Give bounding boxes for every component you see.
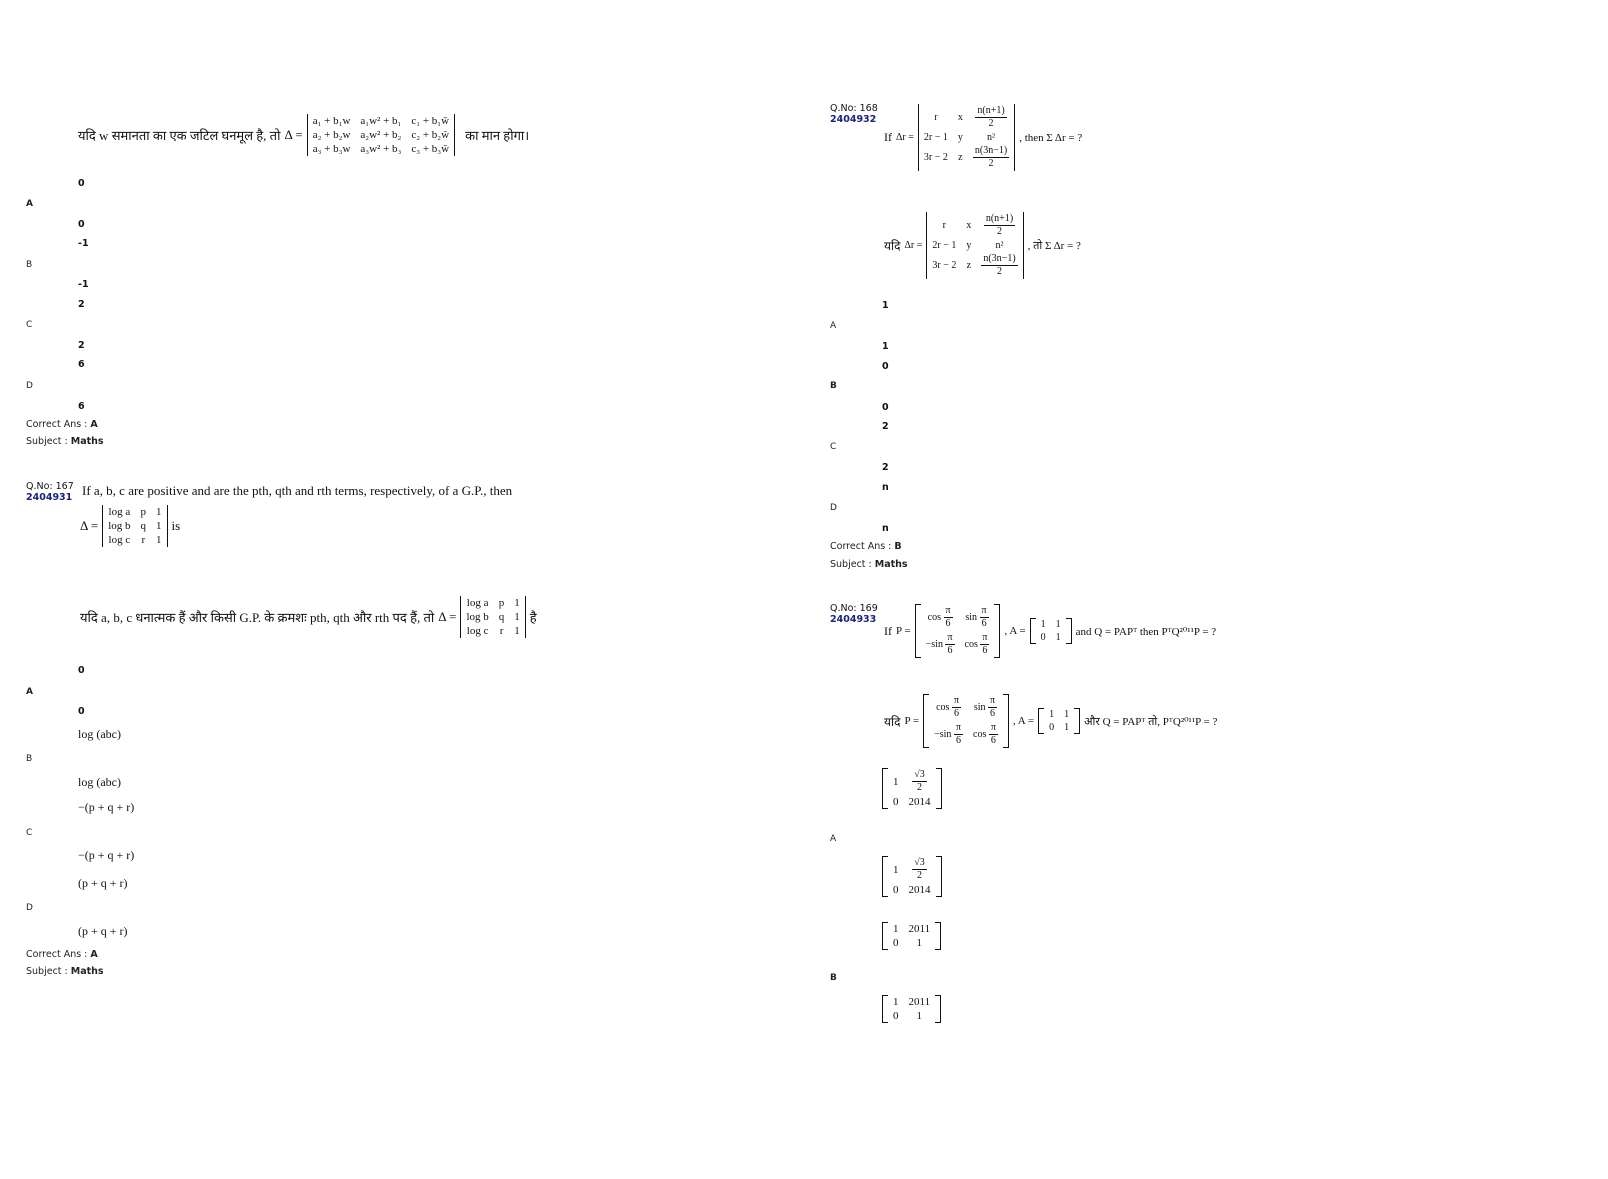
q167-matrix-hindi xyxy=(460,596,525,638)
neg-sin: −sin xyxy=(934,728,952,740)
q167-subject xyxy=(26,966,104,977)
cell: 2014 xyxy=(908,796,931,808)
q166-option-c-before: 2 xyxy=(78,299,85,310)
q166-option-a-after: 0 xyxy=(78,219,85,230)
cell xyxy=(929,694,968,721)
q167-english-text: If a, b, c are positive and are the pth, qth and rth terms, respectively, of a G.P., then xyxy=(82,483,513,498)
cell: 0 xyxy=(893,937,899,949)
q167-option-c-after: −(p + q + r) xyxy=(78,848,135,862)
denominator: 2 xyxy=(917,870,922,881)
q169-option-a-before xyxy=(882,768,942,809)
pi: π xyxy=(953,695,960,706)
cell: 1 xyxy=(893,996,899,1008)
fraction xyxy=(912,769,927,794)
q168-option-d-before: n xyxy=(882,482,889,493)
cell: a₂ + b₂w xyxy=(312,129,351,141)
pi: π xyxy=(955,722,961,733)
denominator: 2 xyxy=(917,782,922,793)
q168-option-c-letter: C xyxy=(830,442,837,452)
cell: 1 xyxy=(1064,722,1070,733)
q169-if: If xyxy=(884,623,892,638)
six: 6 xyxy=(945,618,951,629)
q167-option-d-before: (p + q + r) xyxy=(78,876,128,890)
numerator: n(n+1) xyxy=(985,213,1014,224)
cell: p xyxy=(140,506,147,518)
cell: y xyxy=(957,132,963,143)
q167-option-a-after: 0 xyxy=(78,706,85,717)
option-matrix xyxy=(882,995,941,1023)
q167-is: is xyxy=(171,518,181,533)
q169-p-matrix xyxy=(915,604,1001,658)
fraction xyxy=(981,253,1017,278)
subject-value: Maths xyxy=(874,559,908,570)
cell: 2011 xyxy=(908,923,931,935)
q169-question-hindi xyxy=(884,694,1217,748)
cell: log a xyxy=(466,597,489,609)
q167-option-b-after: log (abc) xyxy=(78,775,121,789)
cos: cos xyxy=(927,611,941,623)
q169-hindi-a-eq: , A = xyxy=(1012,715,1035,727)
cell: 2r − 1 xyxy=(923,132,948,143)
q167-hindi-prefix: यदि a, b, c धनात्मक हैं और किसी G.P. के क्रमशः pth, qth और rth पद हैं, तो xyxy=(80,610,435,625)
cell: z xyxy=(958,152,963,163)
correct-label: Correct Ans : xyxy=(830,541,892,552)
q166-option-b-before: -1 xyxy=(78,238,89,249)
cell xyxy=(921,631,960,658)
cell: 1 xyxy=(1040,619,1046,630)
q169-option-b-letter: B xyxy=(830,973,837,983)
q168-then: , then Σ Δr = ? xyxy=(1019,131,1083,144)
cell: 1 xyxy=(156,520,162,532)
q168-if: If xyxy=(884,130,892,144)
pi: π xyxy=(947,632,953,643)
q168-question-hindi xyxy=(884,212,1081,279)
cell: q xyxy=(140,520,147,532)
fraction xyxy=(952,695,961,720)
q168-question-en xyxy=(884,104,1082,171)
cell xyxy=(968,721,1003,748)
q166-option-a-letter: A xyxy=(26,199,33,209)
fraction xyxy=(980,632,989,657)
option-matrix xyxy=(882,856,942,897)
cell: 1 xyxy=(893,775,899,788)
q168-option-d-letter: D xyxy=(830,503,837,513)
cell: 1 xyxy=(1064,709,1070,720)
q166-option-d-after: 6 xyxy=(78,401,85,412)
q169-a-matrix-hindi xyxy=(1038,708,1080,734)
cell: r xyxy=(141,534,146,546)
fraction xyxy=(980,605,989,630)
cell: log a xyxy=(108,506,131,518)
q167-option-c-letter: C xyxy=(26,828,33,838)
six: 6 xyxy=(990,735,996,746)
six: 6 xyxy=(947,645,953,656)
cell: 2r − 1 xyxy=(932,240,957,251)
q169-id: 2404933 xyxy=(830,614,877,625)
q166-option-b-after: -1 xyxy=(78,279,89,290)
q168-hindi-delta: Δr = xyxy=(904,240,923,251)
cell xyxy=(968,144,1015,171)
numerator: √3 xyxy=(914,857,925,868)
cell: x xyxy=(966,220,972,231)
q167-option-b-letter: B xyxy=(26,754,33,764)
q167-hindi-delta: Δ = xyxy=(438,609,457,624)
cell: 0 xyxy=(893,884,899,896)
cell: a₁ + b₁w xyxy=(312,115,351,127)
subject-value: Maths xyxy=(70,966,104,977)
cell: log b xyxy=(466,611,489,623)
cell: r xyxy=(942,220,947,231)
fraction xyxy=(973,145,1009,170)
numerator: n(3n−1) xyxy=(983,253,1016,264)
q168-number: Q.No: 168 xyxy=(830,103,878,114)
cell: x xyxy=(957,112,963,123)
fraction xyxy=(988,695,997,720)
correct-label: Correct Ans : xyxy=(26,419,88,430)
fraction xyxy=(984,213,1015,238)
q169-a-matrix xyxy=(1030,618,1072,644)
cell: 1 xyxy=(1055,619,1061,630)
cell xyxy=(921,604,960,631)
q168-option-d-after: n xyxy=(882,523,889,534)
cell xyxy=(968,694,1003,721)
cell: 1 xyxy=(514,611,520,623)
subject-label: Subject : xyxy=(26,966,68,977)
q167-matrix xyxy=(102,505,167,547)
fraction xyxy=(912,857,927,882)
cell: 3r − 2 xyxy=(932,260,957,271)
q166-correct-answer xyxy=(26,419,98,430)
cell: 3r − 2 xyxy=(923,152,948,163)
cell: r xyxy=(934,112,938,123)
q167-hindi-line xyxy=(80,596,537,638)
q169-hindi-and-q: और Q = PAPᵀ तो, PᵀQ²⁰¹¹P = ? xyxy=(1084,715,1218,728)
q169-a-eq: , A = xyxy=(1004,625,1026,637)
pi: π xyxy=(982,632,988,643)
q169-option-a-letter: A xyxy=(830,834,837,844)
q167-delta-eq: Δ = xyxy=(80,518,99,533)
q167-option-d-letter: D xyxy=(26,903,33,913)
q168-option-b-letter: B xyxy=(830,381,837,391)
sin: sin xyxy=(965,611,978,623)
q167-id: 2404931 xyxy=(26,492,73,503)
q166-option-d-before: 6 xyxy=(78,359,85,370)
q168-option-c-before: 2 xyxy=(882,421,889,432)
cell: 1 xyxy=(156,506,162,518)
fraction xyxy=(954,722,963,747)
cell: p xyxy=(498,597,505,609)
subject-label: Subject : xyxy=(26,436,68,447)
correct-label: Correct Ans : xyxy=(26,949,88,960)
q169-number: Q.No: 169 xyxy=(830,603,878,614)
cell: c₃ + b₃w̄ xyxy=(411,143,450,155)
q167-option-c-before: −(p + q + r) xyxy=(78,800,135,814)
cell: 2011 xyxy=(908,996,931,1008)
q166-hindi-suffix: का मान होगा। xyxy=(465,128,530,143)
option-matrix xyxy=(882,922,941,950)
cell: n² xyxy=(995,240,1004,251)
q167-option-d-after: (p + q + r) xyxy=(78,924,128,938)
q166-delta-eq: Δ = xyxy=(284,127,303,142)
cell xyxy=(904,856,936,883)
cell: 1 xyxy=(514,625,520,637)
pi: π xyxy=(990,722,996,733)
q166-determinant xyxy=(307,114,455,156)
denominator: 2 xyxy=(997,226,1002,237)
q168-hindi-then: , तो Σ Δr = ? xyxy=(1027,240,1081,252)
fraction xyxy=(989,722,998,747)
q166-question-hindi xyxy=(78,104,529,166)
q166-option-a-before: 0 xyxy=(78,178,85,189)
six: 6 xyxy=(990,708,996,719)
q167-number: Q.No: 167 xyxy=(26,481,74,492)
cell: 1 xyxy=(156,534,162,546)
q169-and-q: and Q = PAPᵀ then PᵀQ²⁰¹¹P = ? xyxy=(1075,625,1217,638)
cell: y xyxy=(966,240,972,251)
six: 6 xyxy=(981,618,987,629)
correct-value: A xyxy=(90,949,98,960)
q166-option-c-letter: C xyxy=(26,320,33,330)
cell: c₁ + b₁w̄ xyxy=(411,115,450,127)
q169-header xyxy=(830,603,878,625)
cell xyxy=(960,631,995,658)
q169-question-en xyxy=(884,604,1216,658)
cos: cos xyxy=(973,728,987,740)
denominator: 2 xyxy=(997,266,1002,277)
cell xyxy=(929,721,968,748)
cell: z xyxy=(966,260,972,271)
cell: 0 xyxy=(893,796,899,808)
option-matrix xyxy=(882,768,942,809)
cell: 0 xyxy=(893,1010,899,1022)
correct-value: B xyxy=(894,541,902,552)
q168-option-a-after: 1 xyxy=(882,341,889,352)
numerator: n(n+1) xyxy=(977,105,1005,116)
cell xyxy=(960,604,995,631)
fraction xyxy=(975,105,1006,130)
q168-correct-answer xyxy=(830,541,902,552)
numerator: n(3n−1) xyxy=(974,145,1008,156)
fraction xyxy=(945,632,954,657)
q169-hindi-if: यदि xyxy=(884,714,901,729)
cell: r xyxy=(499,625,504,637)
q168-option-b-after: 0 xyxy=(882,402,889,413)
cell: 1 xyxy=(916,1010,923,1022)
cell: 1 xyxy=(1049,709,1055,720)
q168-option-b-before: 0 xyxy=(882,361,889,372)
cell: 2014 xyxy=(908,884,931,896)
q168-header xyxy=(830,103,878,125)
cell: 0 xyxy=(1049,722,1055,733)
cell: log b xyxy=(108,520,131,532)
cell: a₃ + b₃w xyxy=(312,143,351,155)
q166-option-c-after: 2 xyxy=(78,340,85,351)
q168-matrix-hindi xyxy=(926,212,1023,279)
q167-option-a-letter: A xyxy=(26,687,33,697)
q169-hindi-p-eq: P = xyxy=(904,715,920,727)
q169-p-matrix-hindi xyxy=(923,694,1009,748)
cell: q xyxy=(498,611,505,623)
cell xyxy=(904,768,936,795)
q167-correct-answer xyxy=(26,949,98,960)
q166-hindi-prefix: यदि w समानता का एक जटिल घनमूल है, तो xyxy=(78,128,281,143)
cell: 0 xyxy=(1040,632,1046,643)
cell: 1 xyxy=(514,597,520,609)
cell: 1 xyxy=(893,923,899,935)
denominator: 2 xyxy=(988,158,994,169)
neg-sin: −sin xyxy=(925,638,943,650)
pi: π xyxy=(945,605,951,616)
cell xyxy=(976,212,1023,239)
q168-hindi-if: यदि xyxy=(884,239,901,253)
cell xyxy=(968,104,1015,131)
q167-header xyxy=(26,481,74,503)
cell: 1 xyxy=(916,937,923,949)
correct-value: A xyxy=(90,419,98,430)
cell: 1 xyxy=(1055,632,1061,643)
q167-option-b-before: log (abc) xyxy=(78,727,121,741)
q168-subject xyxy=(830,559,908,570)
cos: cos xyxy=(964,638,978,650)
cell: c₂ + b₂w̄ xyxy=(411,129,450,141)
q169-option-b-after xyxy=(882,995,941,1023)
q168-id: 2404932 xyxy=(830,114,877,125)
q169-option-b-before xyxy=(882,922,941,950)
q166-option-d-letter: D xyxy=(26,381,33,391)
subject-value: Maths xyxy=(70,436,104,447)
cell: n² xyxy=(987,132,996,143)
six: 6 xyxy=(953,708,959,719)
fraction xyxy=(944,605,953,630)
q166-option-b-letter: B xyxy=(26,260,33,270)
q168-option-c-after: 2 xyxy=(882,462,889,473)
cell: log c xyxy=(108,534,131,546)
cell xyxy=(976,252,1023,279)
q168-option-a-letter: A xyxy=(830,321,837,331)
q168-delta-r: Δr = xyxy=(896,132,914,143)
denominator: 2 xyxy=(988,118,994,129)
cell: a₃w² + b₃ xyxy=(360,143,402,155)
pi: π xyxy=(981,605,987,616)
sin: sin xyxy=(973,701,986,713)
q168-matrix xyxy=(918,104,1015,171)
q166-subject xyxy=(26,436,104,447)
cell: log c xyxy=(466,625,489,637)
numerator: √3 xyxy=(914,769,925,780)
subject-label: Subject : xyxy=(830,559,872,570)
q169-p-eq: P = xyxy=(896,625,911,637)
pi: π xyxy=(990,695,996,706)
cell: a₂w² + b₂ xyxy=(360,129,402,141)
q167-determinant-en xyxy=(80,505,180,547)
cell: a₁w² + b₁ xyxy=(360,115,402,127)
cell: 1 xyxy=(893,863,899,876)
q167-hindi-suffix: है xyxy=(529,610,537,625)
cos: cos xyxy=(936,701,950,713)
q168-option-a-before: 1 xyxy=(882,300,889,311)
q167-option-a-before: 0 xyxy=(78,665,85,676)
six: 6 xyxy=(982,645,988,656)
six: 6 xyxy=(955,735,961,746)
q169-option-a-after xyxy=(882,856,942,897)
